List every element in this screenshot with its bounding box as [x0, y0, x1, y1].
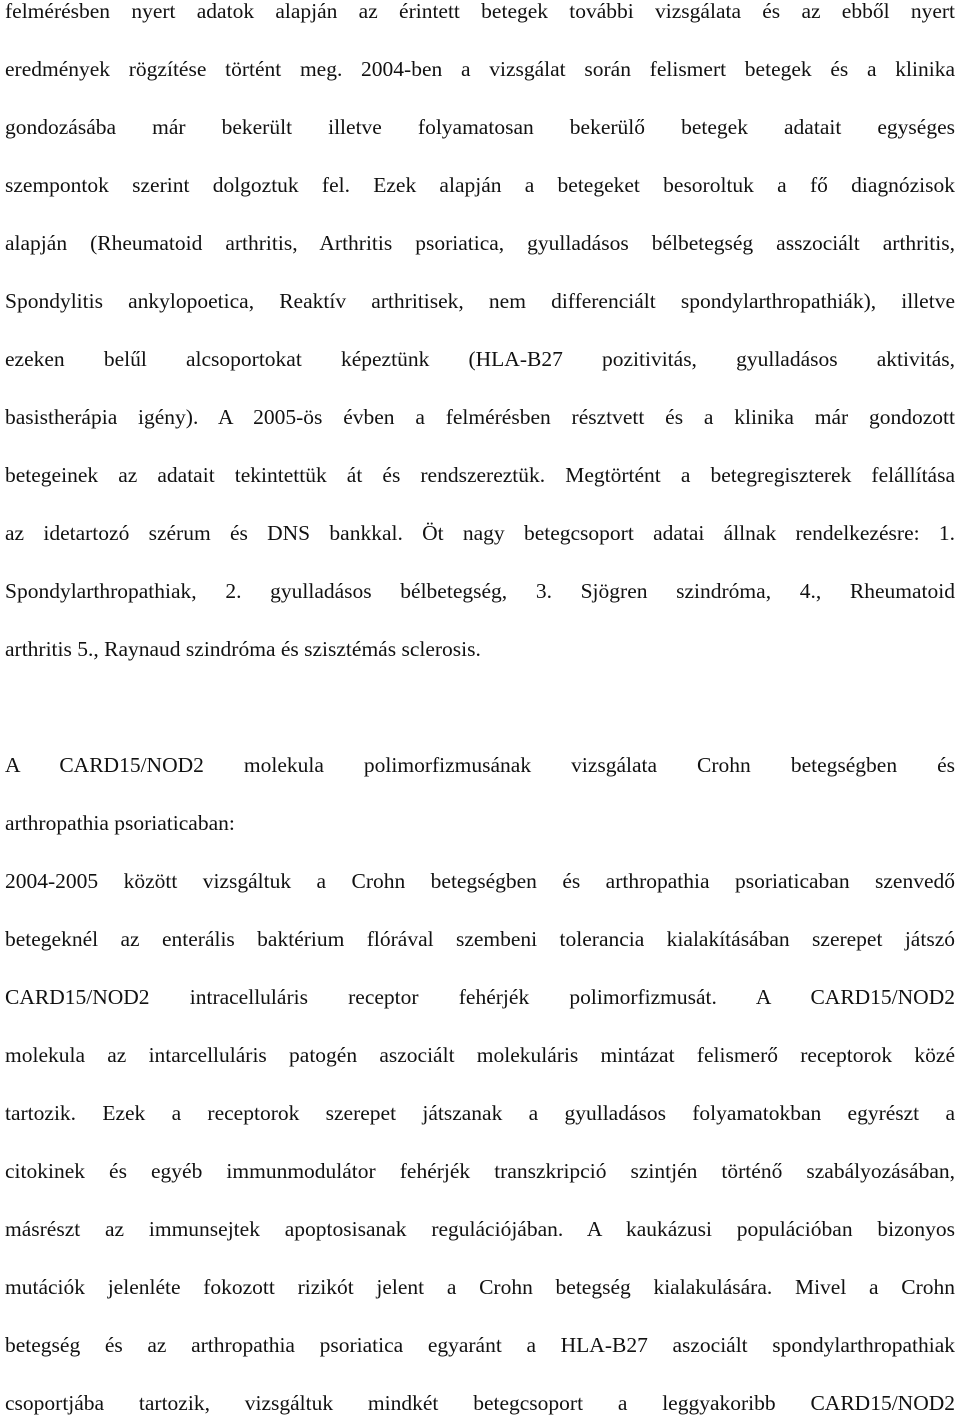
text-line: felmérésben nyert adatok alapján az érintett betegek további vizsgálata és az ebből nyert: [5, 0, 955, 23]
text-line: alapján (Rheumatoid arthritis, Arthritis psoriatica, gyulladásos bélbetegség asszociált arthritis,: [5, 231, 955, 255]
text-line: az idetartozó szérum és DNS bankkal. Öt nagy betegcsoport adatai állnak rendelkezésre: 1.: [5, 521, 955, 545]
text-line: molekula az intarcelluláris patogén aszociált molekuláris mintázat felismerő receptorok közé: [5, 1043, 955, 1067]
text-line: szempontok szerint dolgoztuk fel. Ezek alapján a betegeket besoroltuk a fő diagnózisok: [5, 173, 955, 197]
text-line: basistherápia igény). A 2005-ös évben a felmérésben résztvett és a klinika már gondozott: [5, 405, 955, 429]
text-line: Spondylarthropathiak, 2. gyulladásos bélbetegség, 3. Sjögren szindróma, 4., Rheumatoid: [5, 579, 955, 603]
section-heading: arthropathia psoriaticaban:: [5, 811, 235, 835]
text-line: arthritis 5., Raynaud szindróma és szisztémás sclerosis.: [5, 637, 481, 661]
text-line: citokinek és egyéb immunmodulátor fehérjék transzkripció szintjén történő szabályozásában,: [5, 1159, 955, 1183]
text-line: 2004-2005 között vizsgáltuk a Crohn betegségben és arthropathia psoriaticaban szenvedő: [5, 869, 955, 893]
text-line: gondozásába már bekerült illetve folyamatosan bekerülő betegek adatait egységes: [5, 115, 955, 139]
text-line: betegeknél az enterális baktérium flórával szembeni tolerancia kialakításában szerepet játszó: [5, 927, 955, 951]
text-line: betegség és az arthropathia psoriatica egyaránt a HLA-B27 aszociált spondylarthropathiak: [5, 1333, 955, 1357]
text-line: Spondylitis ankylopoetica, Reaktív arthritisek, nem differenciált spondylarthropathiák), illetve: [5, 289, 955, 313]
text-line: betegeinek az adatait tekintettük át és rendszereztük. Megtörtént a betegregiszterek felállítása: [5, 463, 955, 487]
text-line: ezeken belűl alcsoportokat képeztünk (HLA-B27 pozitivitás, gyulladásos aktivitás,: [5, 347, 955, 371]
text-line: másrészt az immunsejtek apoptosisanak regulációjában. A kaukázusi populációban bizonyos: [5, 1217, 955, 1241]
text-line: CARD15/NOD2 intracelluláris receptor fehérjék polimorfizmusát. A CARD15/NOD2: [5, 985, 955, 1009]
text-line: csoportjába tartozik, vizsgáltuk mindkét betegcsoport a leggyakoribb CARD15/NOD2: [5, 1391, 955, 1415]
text-line: mutációk jelenléte fokozott rizikót jelent a Crohn betegség kialakulására. Mivel a Crohn: [5, 1275, 955, 1299]
section-heading: A CARD15/NOD2 molekula polimorfizmusának vizsgálata Crohn betegségben és: [5, 753, 955, 777]
text-line: tartozik. Ezek a receptorok szerepet játszanak a gyulladásos folyamatokban egyrészt a: [5, 1101, 955, 1125]
text-line: eredmények rögzítése történt meg. 2004-ben a vizsgálat során felismert betegek és a klinika: [5, 57, 955, 81]
